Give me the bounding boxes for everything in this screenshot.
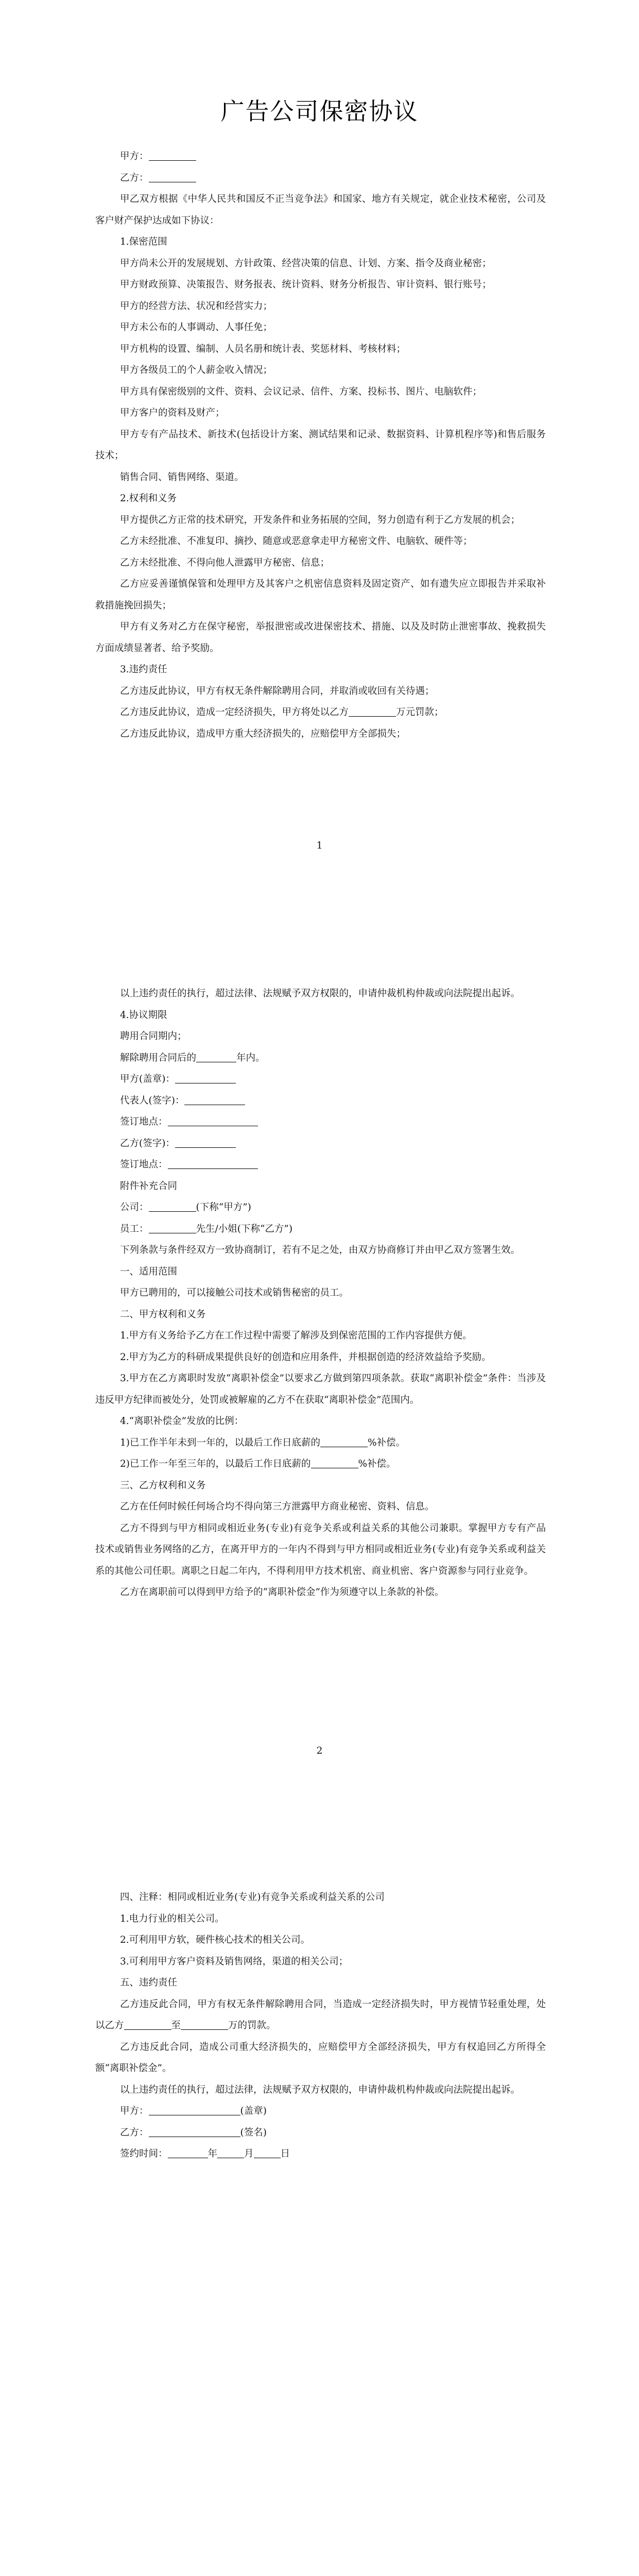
scope-item: 销售合同、销售网络、渠道。: [120, 471, 244, 483]
company-suffix: (下称“甲方”): [196, 1202, 251, 1213]
intro-paragraph: 甲乙双方根据《中华人民共和国反不正当竞争法》和国家、地方有关规定，就企业技术秘密，公司及客户财产保护达成如下协议：: [95, 194, 546, 226]
ratio-blank[interactable]: [320, 1436, 368, 1447]
year-blank[interactable]: [168, 2147, 208, 2158]
sign-place-label: 签订地点：: [120, 1159, 168, 1170]
clause-1-text: 甲方已聘用的，可以接触公司技术或销售秘密的员工。: [120, 1287, 349, 1298]
rights-item: 乙方应妥善谨慎保管和处理甲方及其客户之机密信息资料及固定资产、如有遗失应立即报告并采取补救措施挽回损失；: [95, 579, 546, 611]
clause-5-item: 乙方违反此合同，造成公司重大经济损失的，应赔偿甲方全部经济损失，甲方有权追回乙方所得全额“离职补偿金”。: [95, 2041, 546, 2074]
sign-rep-blank[interactable]: [184, 1094, 245, 1105]
fine-unit: 万元罚款；: [396, 707, 444, 718]
scope-item: 甲方专有产品技术、新技术(包括设计方案、测试结果和记录、数据资料、计算机程序等)和售后服务技术；: [95, 429, 546, 461]
page-3-body: [95, 1887, 546, 2165]
clause-2-item: 3.甲方在乙方离职时发放“离职补偿金”以要求乙方做到第四项条款。获取“离职补偿金”条件：当涉及违反甲方纪律而被处分，处罚或被解雇的乙方不在获取“离职补偿金”范围内。: [95, 1373, 546, 1405]
clause-2-item: 4.“离职补偿金”发放的比例：: [120, 1416, 244, 1427]
term-years-blank[interactable]: [196, 1051, 236, 1062]
final-b-label: 乙方：: [120, 2127, 149, 2138]
rights-item: 乙方未经批准、不准复印、摘抄、随意或恶意拿走甲方秘密文件、电脑软、硬件等；: [120, 536, 473, 547]
sign-b-blank[interactable]: [175, 1137, 236, 1147]
clause-3-heading: 三、乙方权利和义务: [120, 1480, 206, 1491]
sign-b-label: 乙方(签字)：: [120, 1138, 175, 1149]
year-label: 年: [208, 2148, 218, 2159]
term-unit: 年内。: [236, 1052, 265, 1063]
sign-place-label: 签订地点：: [120, 1116, 168, 1127]
clause-4-item: 2.可利用甲方软，硬件核心技术的相关公司。: [120, 1935, 310, 1945]
fine-text: 乙方违反此协议，造成一定经济损失，甲方将处以乙方: [120, 707, 349, 718]
final-b-blank[interactable]: [149, 2126, 240, 2137]
section-1-heading: 1.保密范围: [120, 236, 167, 247]
scope-item: 甲方未公布的人事调动、人事任免；: [120, 322, 273, 333]
ratio-unit: %补偿。: [358, 1459, 396, 1469]
sign-place-blank[interactable]: [168, 1115, 258, 1126]
clause-4-heading: 四、注释：相同或相近业务(专业)有竞争关系或利益关系的公司: [120, 1892, 385, 1903]
clause-1-heading: 一、适用范围: [120, 1266, 178, 1277]
date-line: [95, 2143, 546, 2165]
company-label: 公司：: [120, 1202, 149, 1213]
clause-2-item: 2.甲方为乙方的科研成果提供良好的创造和应用条件，并根据创造的经济效益给予奖励。: [120, 1351, 491, 1363]
sign-line: [95, 1069, 546, 1090]
month-blank[interactable]: [217, 2147, 244, 2158]
sign-line: [95, 1111, 546, 1133]
term-text: 解除聘用合同后的: [120, 1052, 197, 1063]
clause-5-item: [95, 1994, 546, 2037]
penalty-to: 至: [171, 2020, 181, 2031]
liability-item: [95, 702, 546, 723]
page-1-body: [95, 146, 546, 744]
clause-2-item: 1.甲方有义务给予乙方在工作过程中需要了解涉及到保密范围的工作内容提供方便。: [120, 1330, 472, 1341]
rights-item: 甲方提供乙方正常的技术研究，开发条件和业务拓展的空间，努力创造有利于乙方发展的机会；: [120, 514, 521, 526]
arbitration-paragraph: 以上违约责任的执行，超过法律、法规赋予双方权限的，申请仲裁机构仲裁或向法院提出起诉。: [120, 988, 521, 999]
sign-line: [95, 1090, 546, 1112]
scope-item: 甲方机构的设置、编制、人员名册和统计表、奖惩材料、考核材料；: [120, 343, 406, 354]
clause-5-heading: 五、违约责任: [120, 1977, 178, 1988]
employee-suffix: 先生/小姐(下称“乙方”): [196, 1223, 293, 1234]
party-a-line: [95, 146, 546, 167]
document-title: 广告公司保密协议: [220, 97, 419, 125]
employee-line: [95, 1218, 546, 1240]
ratio-text: 1)已工作半年未到一年的，以最后工作日底薪的: [120, 1437, 320, 1448]
final-b-suffix: (签名): [240, 2127, 267, 2138]
final-a-suffix: (盖章): [240, 2106, 267, 2116]
company-line: [95, 1197, 546, 1218]
page-number-2: 2: [316, 1745, 323, 1756]
clause-5-item: 以上违约责任的执行，超过法律，法规赋予双方权限的，申请仲裁机构仲裁或向法院提出起诉。: [120, 2084, 521, 2095]
fine-amount-blank[interactable]: [349, 706, 396, 717]
penalty-text: 乙方违反此合同，甲方有权无条件解除聘用合同，当造成一定经济损失时，甲方视情节轻重处理，处以乙方: [95, 1998, 546, 2031]
final-a-blank[interactable]: [149, 2105, 240, 2115]
annex-title: 附件补充合同: [120, 1180, 178, 1192]
section-2-heading: 2.权利和义务: [120, 493, 177, 504]
penalty-unit: 万的罚款。: [228, 2020, 276, 2031]
scope-item: 甲方的经营方法、状况和经营实力；: [120, 300, 273, 312]
rights-item: 乙方未经批准、不得向他人泄露甲方秘密、信息；: [120, 557, 330, 568]
sign-line: [95, 1133, 546, 1155]
clause-4-item: 1.电力行业的相关公司。: [120, 1913, 224, 1924]
clause-4-item: 3.可利用甲方客户资料及销售网络，渠道的相关公司；: [120, 1956, 349, 1967]
sign-rep-label: 代表人(签字)：: [120, 1095, 185, 1106]
section-4-heading: 4.协议期限: [120, 1009, 167, 1021]
month-label: 月: [244, 2148, 254, 2159]
ratio-text: 2)已工作一年至三年的，以最后工作日底薪的: [120, 1459, 311, 1469]
clause-2-heading: 二、甲方权利和义务: [120, 1309, 206, 1320]
day-label: 日: [280, 2148, 290, 2159]
sign-place-blank[interactable]: [168, 1158, 258, 1169]
rights-item: 甲方有义务对乙方在保守秘密，举报泄密或改进保密技术、措施、以及及时防止泄密事故、挽救损失方面成绩显著者、给予奖励。: [95, 621, 546, 654]
sign-a-blank[interactable]: [175, 1073, 236, 1083]
liability-item: 乙方违反此协议，造成甲方重大经济损失的，应赔偿甲方全部损失；: [120, 728, 406, 739]
clause-3-item: 乙方在任何时候任何场合均不得向第三方泄露甲方商业秘密、资料、信息。: [120, 1501, 435, 1512]
section-3-heading: 3.违约责任: [120, 664, 167, 675]
party-b-blank[interactable]: [149, 171, 196, 182]
final-a-label: 甲方：: [120, 2106, 149, 2116]
party-a-blank[interactable]: [149, 150, 196, 161]
page-number-1: 1: [316, 840, 323, 851]
date-label: 签约时间：: [120, 2148, 168, 2159]
term-item: [95, 1047, 546, 1069]
preamble-paragraph: 下列条款与条件经双方一致协商制订，若有不足之处，由双方协商修订并由甲乙双方签署生效。: [120, 1245, 521, 1256]
employee-label: 员工：: [120, 1223, 149, 1234]
liability-item: 乙方违反此协议，甲方有权无条件解除聘用合同，并取消或收回有关待遇；: [120, 685, 435, 697]
day-blank[interactable]: [254, 2147, 281, 2158]
final-sign-line: [95, 2100, 546, 2122]
scope-item: 甲方财政预算、决策报告、财务报表、统计资料、财务分析报告、审计资料、银行账号；: [120, 279, 492, 290]
party-a-label: 甲方：: [120, 151, 149, 162]
company-blank[interactable]: [149, 1201, 196, 1212]
clause-3-item: 乙方在离职前可以得到甲方给予的“离职补偿金”作为须遵守以上条款的补偿。: [120, 1587, 444, 1598]
sign-a-label: 甲方(盖章)：: [120, 1074, 175, 1084]
ratio-unit: %补偿。: [368, 1437, 406, 1448]
ratio-blank[interactable]: [311, 1458, 358, 1468]
final-sign-line: [95, 2122, 546, 2144]
penalty-min-blank[interactable]: [124, 2019, 171, 2030]
employee-blank[interactable]: [149, 1222, 196, 1233]
term-item: 聘用合同期内；: [120, 1031, 187, 1042]
penalty-max-blank[interactable]: [181, 2019, 228, 2030]
scope-item: 甲方客户的资料及财产；: [120, 408, 225, 418]
scope-item: 甲方尚未公开的发展规划、方针政策、经营决策的信息、计划、方案、指令及商业秘密；: [120, 258, 492, 269]
party-b-line: [95, 167, 546, 189]
scope-item: 甲方具有保密级别的文件、资料、会议记录、信件、方案、投标书、图片、电脑软件；: [120, 386, 482, 397]
ratio-line: [95, 1432, 546, 1454]
scope-item: 甲方各级员工的个人薪金收入情况；: [120, 365, 273, 376]
party-b-label: 乙方：: [120, 172, 149, 183]
sign-line: [95, 1154, 546, 1176]
clause-3-item: 乙方不得到与甲方相同或相近业务(专业)有竞争关系或利益关系的其他公司兼职。掌握甲方专有产品技术或销售业务网络的乙方，在离开甲方的一年内不得到与甲方相同或相近业务(专业)有竞争关系或利益关系的其他公司任职。离职之日起二年内，不得利用甲方技术机密、商业机密、客户资源参与同行业竞争。: [95, 1522, 546, 1577]
ratio-line: [95, 1453, 546, 1475]
page-2-body: [95, 983, 546, 1603]
